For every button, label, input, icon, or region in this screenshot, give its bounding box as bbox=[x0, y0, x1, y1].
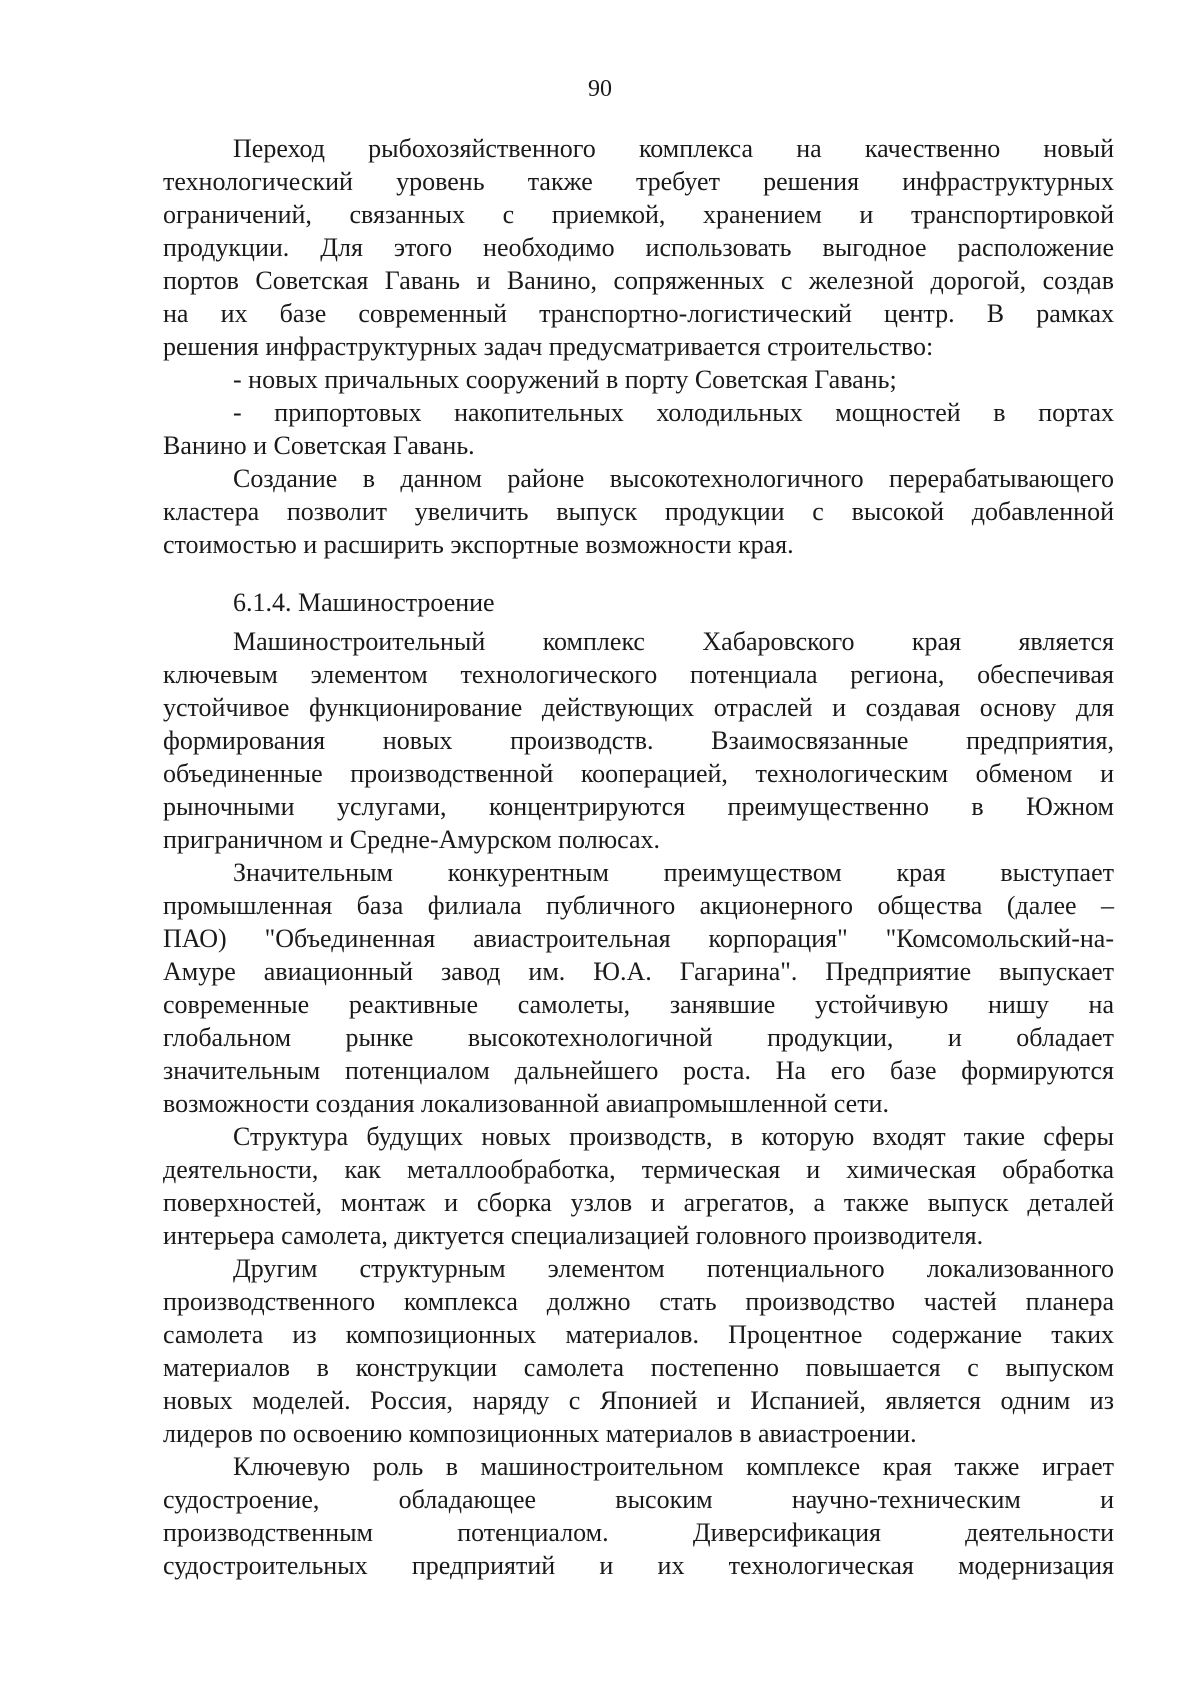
paragraph-p3 bbox=[163, 396, 1114, 462]
paragraph-p9 bbox=[163, 1450, 1114, 1582]
paragraph-line: на их базе современный транспортно-логистический центр. В рамках bbox=[163, 299, 1114, 328]
paragraph-line: Амуре авиационный завод им. Ю.А. Гагарина". Предприятие выпускает bbox=[163, 957, 1114, 986]
paragraph-line: значительным потенциалом дальнейшего роста. На его базе формируются bbox=[163, 1056, 1114, 1085]
paragraph-line: самолета из композиционных материалов. Процентное содержание таких bbox=[163, 1320, 1114, 1349]
paragraph-line: Переход рыбохозяйственного комплекса на качественно новый bbox=[233, 134, 1114, 163]
paragraph-line: деятельности, как металлообработка, термическая и химическая обработка bbox=[163, 1155, 1114, 1184]
paragraph-line: стоимостью и расширить экспортные возможности края. bbox=[163, 530, 794, 559]
paragraph-p1 bbox=[163, 132, 1114, 363]
paragraph-line: устойчивое функционирование действующих отраслей и создавая основу для bbox=[163, 693, 1114, 722]
paragraph-line: лидеров по освоению композиционных материалов в авиастроении. bbox=[163, 1419, 917, 1448]
paragraph-p6 bbox=[163, 856, 1114, 1120]
paragraph-line: производственным потенциалом. Диверсификация деятельности bbox=[163, 1518, 1114, 1547]
paragraph-line: кластера позволит увеличить выпуск продукции с высокой добавленной bbox=[163, 497, 1114, 526]
paragraph-line: технологический уровень также требует решения инфраструктурных bbox=[163, 167, 1114, 196]
paragraph-p7 bbox=[163, 1120, 1114, 1252]
paragraph-line: ограничений, связанных с приемкой, хранением и транспортировкой bbox=[163, 200, 1114, 229]
paragraph-line: производственного комплекса должно стать производство частей планера bbox=[163, 1287, 1114, 1316]
paragraph-line: глобальном рынке высокотехнологичной продукции, и обладает bbox=[163, 1023, 1114, 1052]
paragraph-line: интерьера самолета, диктуется специализацией головного производителя. bbox=[163, 1221, 984, 1250]
paragraph-line: портов Советская Гавань и Ванино, сопряженных с железной дорогой, создав bbox=[163, 266, 1114, 295]
document-body bbox=[163, 132, 1114, 1582]
section-heading: 6.1.4. Машиностроение bbox=[233, 588, 495, 617]
paragraph-line: Ванино и Советская Гавань. bbox=[163, 431, 475, 460]
paragraph-line: поверхностей, монтаж и сборка узлов и агрегатов, а также выпуск деталей bbox=[163, 1188, 1114, 1217]
paragraphs-before-heading bbox=[163, 132, 1114, 561]
paragraph-line: Значительным конкурентным преимуществом края выступает bbox=[233, 858, 1114, 887]
page-number: 90 bbox=[588, 76, 612, 102]
paragraph-line: Машиностроительный комплекс Хабаровского края является bbox=[233, 627, 1114, 656]
paragraph-line: - новых причальных сооружений в порту Советская Гавань; bbox=[233, 365, 897, 394]
paragraph-line: судостроительных предприятий и их технологическая модернизация bbox=[163, 1551, 1114, 1580]
paragraph-line: приграничном и Средне-Амурском полюсах. bbox=[163, 825, 661, 854]
paragraph-line: Создание в данном районе высокотехнологичного перерабатывающего bbox=[233, 464, 1114, 493]
paragraph-line: Структура будущих новых производств, в которую входят такие сферы bbox=[233, 1122, 1114, 1151]
paragraph-line: судостроение, обладающее высоким научно-техническим и bbox=[163, 1485, 1114, 1514]
paragraph-line: Другим структурным элементом потенциального локализованного bbox=[233, 1254, 1114, 1283]
paragraph-line: новых моделей. Россия, наряду с Японией и Испанией, является одним из bbox=[163, 1386, 1114, 1415]
paragraph-line: возможности создания локализованной авиапромышленной сети. bbox=[163, 1089, 889, 1118]
paragraph-p8 bbox=[163, 1252, 1114, 1450]
paragraph-line: продукции. Для этого необходимо использовать выгодное расположение bbox=[163, 233, 1114, 262]
paragraph-p2 bbox=[163, 363, 1114, 396]
paragraph-line: объединенные производственной кооперацией, технологическим обменом и bbox=[163, 759, 1114, 788]
paragraph-line: промышленная база филиала публичного акционерного общества (далее – bbox=[163, 891, 1114, 920]
paragraph-line: - припортовых накопительных холодильных мощностей в портах bbox=[233, 398, 1114, 427]
paragraph-line: ПАО) "Объединенная авиастроительная корпорация" "Комсомольский-на- bbox=[163, 924, 1114, 953]
paragraph-line: Ключевую роль в машиностроительном комплексе края также играет bbox=[233, 1452, 1114, 1481]
paragraph-line: формирования новых производств. Взаимосвязанные предприятия, bbox=[163, 726, 1114, 755]
paragraph-line: ключевым элементом технологического потенциала региона, обеспечивая bbox=[163, 660, 1114, 689]
paragraph-line: современные реактивные самолеты, занявшие устойчивую нишу на bbox=[163, 990, 1114, 1019]
paragraph-p4 bbox=[163, 462, 1114, 561]
paragraph-p5 bbox=[163, 625, 1114, 856]
paragraphs-after-heading bbox=[163, 625, 1114, 1582]
paragraph-line: решения инфраструктурных задач предусматривается строительство: bbox=[163, 332, 934, 361]
paragraph-line: рыночными услугами, концентрируются преимущественно в Южном bbox=[163, 792, 1114, 821]
paragraph-line: материалов в конструкции самолета постепенно повышается с выпуском bbox=[163, 1353, 1114, 1382]
